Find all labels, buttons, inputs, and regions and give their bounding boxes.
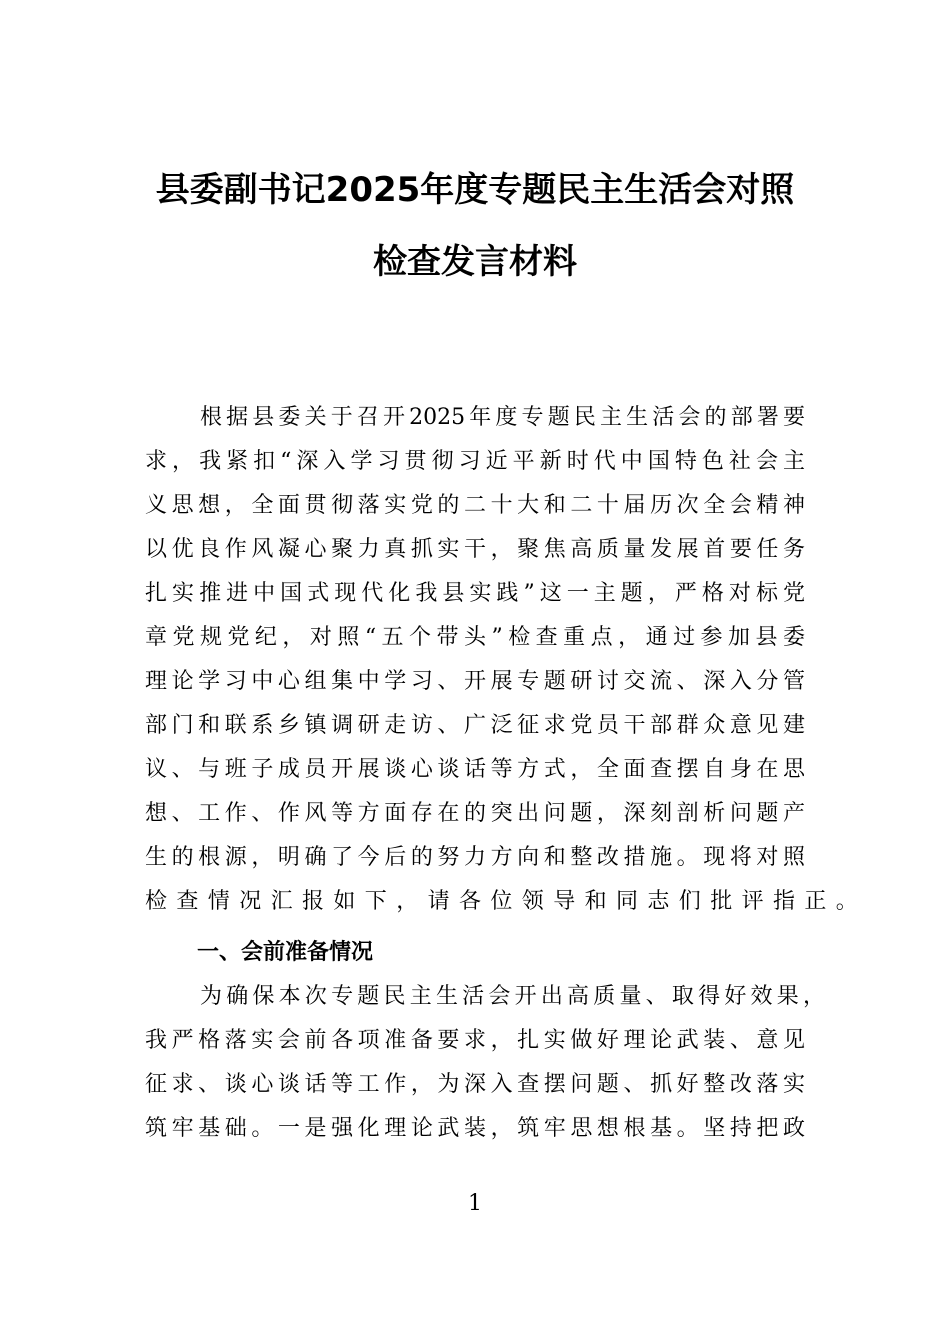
text-line: 义思想，全面贯彻落实党的二十大和二十届历次全会精神 (145, 493, 805, 518)
text-line: 我严格落实会前各项准备要求，扎实做好理论武装、意见 (145, 1028, 805, 1053)
text-line: 为确保本次专题民主生活会开出高质量、取得好效果， (200, 984, 825, 1009)
document-title-line-1: 县委副书记2025年度专题民主生活会对照 (155, 170, 795, 210)
page-number: 1 (468, 1191, 482, 1216)
document-title-line-2: 检查发言材料 (373, 242, 577, 282)
text-line: 议、与班子成员开展谈心谈话等方式，全面查摆自身在思 (145, 757, 805, 782)
text-line: 扎实推进中国式现代化我县实践”这一主题，严格对标党 (145, 581, 805, 606)
text-line: 检查情况汇报如下，请各位领导和同志们批评指正。 (145, 889, 868, 914)
text-line: 以优良作风凝心聚力真抓实干，聚焦高质量发展首要任务 (145, 537, 805, 562)
text-line: 生的根源，明确了今后的努力方向和整改措施。现将对照 (145, 845, 805, 870)
text-line: 求，我紧扣“深入学习贯彻习近平新时代中国特色社会主 (145, 449, 805, 474)
text-line: 部门和联系乡镇调研走访、广泛征求党员干部群众意见建 (145, 713, 805, 738)
section-heading: 一、会前准备情况 (197, 940, 374, 965)
text-line: 筑牢基础。一是强化理论武装，筑牢思想根基。坚持把政 (145, 1116, 805, 1141)
text-line: 理论学习中心组集中学习、开展专题研讨交流、深入分管 (145, 669, 805, 694)
text-line: 根据县委关于召开2025年度专题民主生活会的部署要 (200, 405, 805, 430)
text-line: 征求、谈心谈话等工作，为深入查摆问题、抓好整改落实 (145, 1072, 805, 1097)
text-line: 想、工作、作风等方面存在的突出问题，深刻剖析问题产 (145, 801, 805, 826)
text-line: 章党规党纪，对照“五个带头”检查重点，通过参加县委 (145, 625, 805, 650)
